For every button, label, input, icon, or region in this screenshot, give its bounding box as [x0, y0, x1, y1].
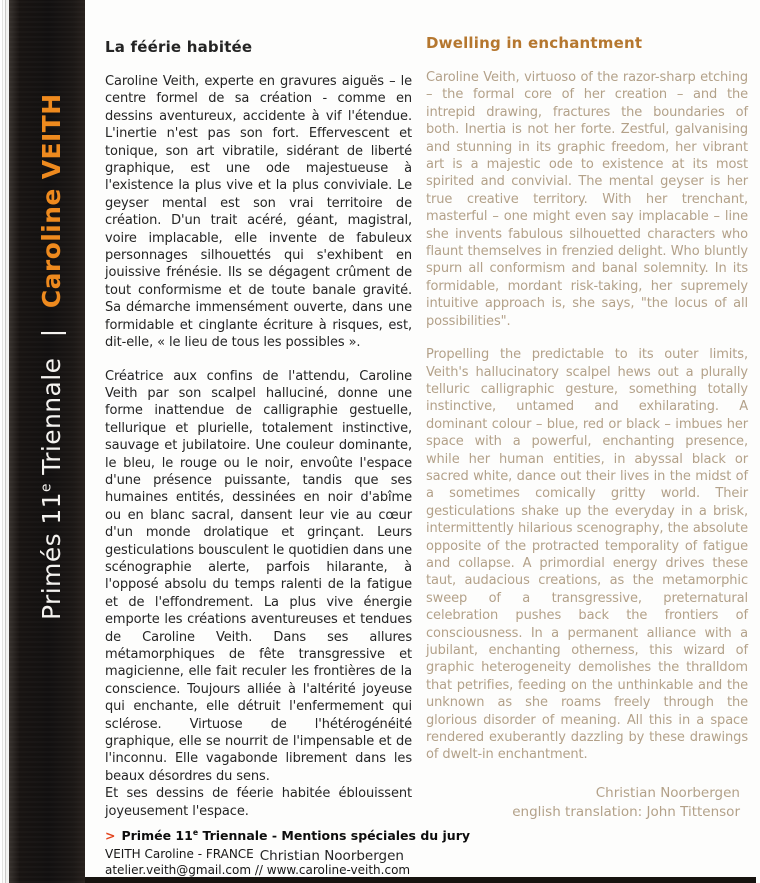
spine-title	[37, 93, 66, 620]
contact-line: atelier.veith@gmail.com // www.caroline-veith.com	[105, 863, 411, 878]
spine-artist-name: Caroline VEITH	[37, 93, 66, 309]
scan-bottom-edge	[85, 877, 756, 883]
english-author-signature: Christian Noorbergen	[595, 784, 740, 801]
award-mention-line: > Primée 11e Triennale - Mentions spéciales du jury	[105, 828, 471, 844]
english-paragraph-1: Caroline Veith, virtuoso of the razor-sharp etching – the formal core of her creation – and the intrepid drawing, fractures the boundaries of both. Inertia is not her forte. Zestful, galvanising and stunning in its graphic freedom, her vibrant art is a majestic ode to existence at its most spirited and convivial. The mental geyser is her true creative territory. With her trenchant, masterful – one might even say implacable – line she invents fabulous silhouetted characters who flaunt themselves in frenzied delight. Who bluntly spurn all conformism and banal solemnity. In its formidable, mordant risk-taking, her supremely intuitive approach is, she says, "the locus of all possibilities".	[426, 70, 748, 329]
footer-superscript: e	[192, 828, 199, 837]
scanned-page-edge	[0, 0, 9, 883]
artist-credits-footer	[105, 825, 470, 878]
french-paragraph-1: Caroline Veith, experte en gravures aiguës – le centre formel de sa création - comme en dessins aventureux, accidente à vif l'étendue. L'inertie n'est pas son fort. Effervescent et tonique, son art vibratile, sidérant de liberté graphique, est une ode majestueuse à l'existence la plus vive et la plus conviviale. Le geyser mental est son vrai territoire de création. D'un trait acéré, géant, magistral, voire implacable, elle invente de fabuleux personnages silhouettés qui s'exhibent en jouissive frénésie. Ils se dégagent crûment de tout conformisme et de toute banale gravité. Sa démarche immensément ouverte, dans une formidable et cinglante écriture à risques, est, dit-elle, « le lieu de tous les possibles ».	[105, 74, 412, 351]
english-paragraph-2: Propelling the predictable to its outer limits, Veith's hallucinatory scalpel hews out a plurally telluric calligraphic gesture, something totally instinctive, untamed and exhilarating. A dominant colour – blue, red or black – imbues her space with a powerful, enchanting presence, while her human entities, in abyssal black or sacred white, dance out their lives in the midst of a sometimes comically gritty world. Their gesticulations shake up the everyday in a brisk, intermittently hilarious scenography, the absolute opposite of the protracted temporality of fatigue and collapse. A primordial energy drives these taut, audacious creations, as the metamorphic sweep of a transgressive, preternatural celebration pushes back the frontiers of consciousness. In a permanent alliance with a jubilant, enchanting otherness, this wizard of graphic heterogeneity demolishes the thralldom that petrifies, feeding on the unthinkable and the unknown as she roams freely through the glorious disorder of meaning. All this in a space rendered exuberantly dazzling by these drawings of dwelt-in enchantment.	[426, 347, 748, 763]
artist-country-line: VEITH Caroline - FRANCE	[105, 847, 254, 862]
spine-separator: |	[37, 328, 66, 338]
french-heading: La féérie habitée	[105, 38, 253, 56]
translation-credit: english translation: John Tittensor	[512, 803, 740, 820]
french-paragraph-2: Créatrice aux confins de l'attendu, Caroline Veith par son scalpel halluciné, donne une forme inattendue de calligraphie gestuelle, tellurique et plurielle, totalement instinctive, sauvage et jubilatoire. Une couleur dominante, le bleu, le rouge ou le noir, envoûte l'espace d'une présence puissante, tandis que ses humaines entités, dessinées en noir d'abîme ou en blanc sacral, dansent leur vie au cœur d'un monde drolatique et grinçant. Leurs gesticulations bousculent le quotidien dans une scénographie alerte, parfois hilarante, à l'opposé absolu du temps ralenti de la fatigue et de l'effondrement. La plus vive énergie emporte les créations aventureuses et tendues de Caroline Veith. Dans ses allures métamorphiques de fête transgressive et magicienne, elle fait reculer les frontières de la conscience. Toujours alliée à l'altérité joyeuse qui enchante, elle détruit l'enfermement qui sclérose. Virtuose de l'hétérogénéité graphique, elle se nourrit de l'impensable et de l'inconnu. Elle vagabonde librement dans les beaux désordres du sens.	[105, 368, 412, 784]
red-arrow-glyph: >	[105, 828, 116, 844]
article-body	[105, 28, 748, 864]
english-heading: Dwelling in enchantment	[426, 34, 643, 52]
french-closing-line: Et ses dessins de féerie habitée éblouissent joyeusement l'espace.	[105, 786, 412, 819]
book-spine	[9, 0, 85, 883]
spine-award-label: Primés 11e Triennale	[37, 357, 66, 620]
english-column	[426, 28, 748, 864]
spine-award-superscript: e	[38, 483, 55, 493]
english-signature-block	[426, 784, 748, 822]
french-column	[105, 28, 412, 864]
french-author-signature: Christian Noorbergen	[259, 848, 404, 865]
